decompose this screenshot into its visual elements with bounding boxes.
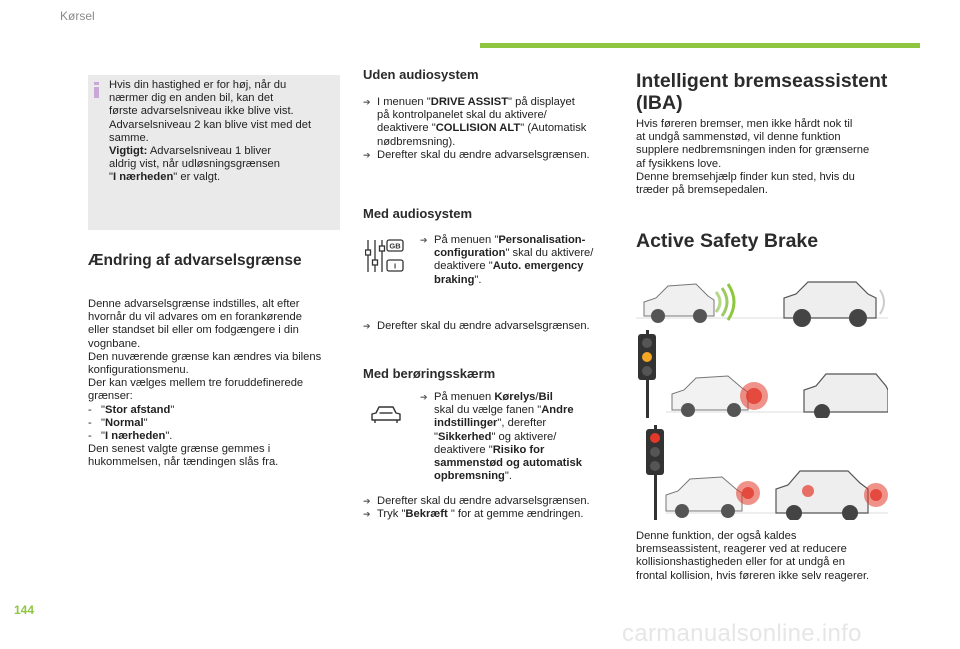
text: ". [474, 273, 482, 286]
text-line: Hvis føreren bremser, men ikke hårdt nok til [636, 118, 853, 130]
text: " [434, 430, 438, 443]
text: " (Automatisk [520, 122, 587, 135]
section-heading-threshold: Ændring af advarselsgrænse [88, 252, 302, 269]
menu-name: Kørelys [494, 391, 536, 403]
section-heading-iba [636, 70, 887, 114]
text-line: bremseassistent, reagerer ved at reducere [636, 543, 847, 556]
iba-text [636, 118, 896, 197]
setting-name: I nærheden [112, 171, 174, 184]
watermark: carmanualsonline.info [622, 620, 862, 647]
info-line: nærmer dig en anden bil, kan det [109, 92, 274, 105]
text-line: grænser: [88, 390, 133, 403]
text-line: Der kan vælges mellem tre foruddefinerede [88, 377, 304, 390]
text: ", derefter [497, 417, 547, 430]
no-audio-steps [363, 96, 613, 162]
car-approach-illustration [636, 272, 888, 330]
menu-name: Personalisation- [498, 234, 586, 246]
menu-name: indstillinger [434, 417, 498, 430]
text: deaktivere " [434, 443, 493, 456]
menu-name: COLLISION ALT [435, 122, 521, 135]
option-label: Normal [105, 416, 144, 429]
text: / [535, 391, 539, 403]
text-line: hvornår du vil advares om en forankørende [88, 311, 302, 324]
heading-line: Intelligent bremseassistent [636, 70, 888, 92]
asb-text [636, 530, 896, 583]
option-suffix: ". [165, 430, 173, 443]
arrow-bullet-icon: ➔ [363, 149, 371, 160]
suv-icon [804, 374, 888, 418]
text-line: frontal kollision, hvis føreren ikke selv reagerer. [636, 569, 870, 582]
text-line: træder på bremsepedalen. [636, 184, 768, 197]
header-accent-bar [480, 43, 920, 48]
i-label: I [393, 261, 397, 271]
touchscreen-steps [420, 391, 615, 483]
car-front-icon [644, 284, 714, 323]
option-prefix: - " [88, 430, 106, 443]
text-line: eller standset bil eller om fodgængere i din [88, 324, 299, 337]
text: På menuen [434, 391, 495, 403]
text-line: vognbane. [88, 337, 141, 350]
text: " skal du aktivere/ [505, 247, 594, 260]
text: På menuen " [434, 234, 499, 246]
text: Tryk " [377, 508, 406, 521]
text: ". [504, 470, 512, 483]
car-icon-braking [666, 477, 742, 518]
text: Derefter skal du ændre advarselsgrænsen. [377, 495, 590, 507]
emergency-braking-illustration [636, 425, 888, 520]
option-suffix: " [170, 403, 175, 416]
info-line [109, 171, 337, 184]
audio-steps [420, 234, 615, 287]
info-line: aldrig vist, når udløsningsgrænsen [109, 158, 281, 171]
text-line: supplere nedbremsningen inden for grænserne [636, 144, 870, 157]
menu-name: Bil [538, 391, 553, 403]
info-line [109, 145, 337, 158]
text: deaktivere " [377, 122, 436, 135]
text: skal du vælge fanen " [434, 404, 542, 417]
option-label: Stor afstand [105, 403, 171, 416]
info-icon [94, 82, 99, 98]
suv-icon [776, 471, 868, 520]
option-item [88, 417, 343, 430]
section-heading-audio: Med audiosystem [363, 206, 473, 221]
vigtigt-text: Advarselsniveau 1 bliver [147, 145, 272, 158]
header-title: Kørsel [60, 9, 95, 23]
option-prefix: - " [88, 416, 106, 429]
traffic-light-braking-illustration [636, 330, 888, 418]
car-icon [369, 403, 403, 425]
text-line: Denne bremsehjælp finder kun sted, hvis du [636, 170, 855, 183]
info-line: første advarselsniveau ikke blive vist. [109, 105, 294, 118]
text: " på displayet [508, 96, 575, 108]
info-line: Advarselsniveau 2 kan blive vist med det [109, 118, 312, 131]
text-line: at undgå sammenstød, vil denne funktion [636, 131, 841, 144]
button-name: Bekræft [405, 508, 451, 521]
text-line: Denne advarselsgrænse indstilles, alt efter [88, 298, 300, 310]
menu-name: Risiko for [492, 443, 545, 456]
info-line-rest: " er valgt. [173, 171, 221, 184]
text-line: af fysikkens love. [636, 157, 722, 170]
text: Derefter skal du ændre advarselsgrænsen. [377, 320, 590, 332]
text-line: nødbremsning). [377, 135, 456, 148]
arrow-bullet-icon: ➔ [363, 509, 371, 520]
menu-name: braking [434, 273, 475, 286]
text-line: hukommelsen, når tændingen slås fra. [88, 456, 279, 469]
text-line: kollisionshastigheden eller for at undgå en [636, 556, 845, 569]
suv-icon [784, 282, 876, 327]
audio-after-step [363, 320, 613, 333]
menu-name: Sikkerhed [437, 430, 492, 443]
heading-line: (IBA) [636, 92, 683, 114]
quote: " [109, 171, 113, 184]
section-heading-no-audio: Uden audiosystem [363, 67, 479, 82]
info-line: Hvis din hastighed er for høj, når du [109, 79, 287, 91]
text: " og aktivere/ [491, 430, 557, 443]
info-line: samme. [109, 131, 149, 144]
menu-name: opbremsning [434, 470, 505, 483]
option-suffix: " [143, 416, 148, 429]
text-line: Den senest valgte grænse gemmes i [88, 443, 271, 456]
menu-name: sammenstød og automatisk [434, 457, 582, 470]
option-label: I nærheden [105, 430, 166, 443]
menu-name: Andre [541, 404, 574, 417]
vigtigt-label: Vigtigt: [109, 145, 148, 158]
menu-name: DRIVE ASSIST [430, 96, 509, 108]
text: Derefter skal du ændre advarselsgrænsen. [377, 148, 590, 161]
threshold-text [88, 298, 343, 470]
audio-settings-icon [365, 238, 405, 274]
car-icon-braking [672, 376, 748, 417]
arrow-bullet-icon: ➔ [420, 235, 428, 245]
section-heading-asb: Active Safety Brake [636, 230, 819, 252]
text-line: Den nuværende grænse kan ændres via bilens [88, 350, 322, 363]
menu-name: configuration [434, 247, 506, 260]
text: I menuen " [377, 96, 431, 108]
menu-name: Auto. emergency [492, 260, 584, 273]
section-heading-touchscreen: Med berøringsskærm [363, 366, 496, 381]
arrow-bullet-icon: ➔ [420, 392, 428, 402]
arrow-bullet-icon: ➔ [363, 97, 371, 107]
text: " for at gemme ændringen. [450, 508, 584, 521]
gb-label: GB [389, 241, 401, 251]
text: deaktivere " [434, 260, 493, 273]
page-number: 144 [14, 603, 35, 617]
text-line: på kontrolpanelet skal du aktivere/ [377, 109, 547, 122]
text-line: konfigurationsmenu. [88, 364, 189, 377]
text-line: Denne funktion, der også kaldes [636, 530, 797, 542]
arrow-bullet-icon: ➔ [363, 496, 371, 506]
touchscreen-after-steps [363, 495, 613, 521]
arrow-bullet-icon: ➔ [363, 321, 371, 331]
option-prefix: - " [88, 403, 106, 416]
option-item [88, 430, 343, 443]
info-text [109, 79, 337, 185]
option-item [88, 404, 343, 417]
